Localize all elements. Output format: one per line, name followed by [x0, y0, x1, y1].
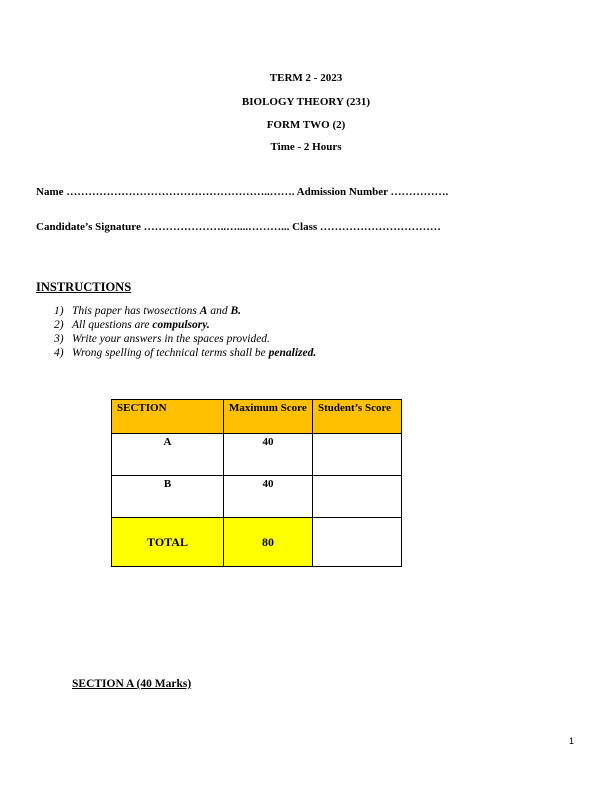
score-table	[111, 399, 402, 567]
table-row	[112, 434, 402, 476]
exam-subject: BIOLOGY THEORY (231)	[241, 96, 371, 108]
instruction-item: 3) Write your answers in the spaces provided.	[54, 333, 270, 345]
student-score-cell[interactable]	[313, 434, 402, 476]
max-score-cell: 40	[224, 434, 313, 476]
section-cell: B	[112, 476, 224, 518]
instructions-title: INSTRUCTIONS	[36, 280, 132, 294]
header-student-score: Student’s Score	[313, 400, 402, 434]
name-admission-line: Name ………………………………………………..……. Admission Number …………….	[36, 186, 449, 198]
section-a-title: SECTION A (40 Marks)	[72, 678, 192, 690]
table-row	[112, 476, 402, 518]
exam-time: Time - 2 Hours	[270, 141, 342, 153]
total-row	[112, 518, 402, 567]
instruction-item: 2) All questions are compulsory.	[54, 319, 210, 331]
header-section: SECTION	[112, 400, 224, 434]
table-header-row	[112, 400, 402, 434]
page-number: 1	[569, 736, 575, 746]
total-student-score[interactable]	[313, 518, 402, 567]
total-label: TOTAL	[112, 518, 224, 567]
total-max-score: 80	[224, 518, 313, 567]
header-max-score: Maximum Score	[224, 400, 313, 434]
section-cell: A	[112, 434, 224, 476]
instructions-list	[54, 304, 316, 360]
student-score-cell[interactable]	[313, 476, 402, 518]
instruction-item: 1) This paper has twosections A and B.	[54, 305, 242, 317]
instruction-item: 4) Wrong spelling of technical terms shall be penalized.	[54, 347, 317, 359]
max-score-cell: 40	[224, 476, 313, 518]
exam-form: FORM TWO (2)	[266, 119, 346, 131]
signature-class-line: Candidate’s Signature …………………..…....………... Class ……………………………	[36, 221, 441, 233]
exam-term: TERM 2 - 2023	[269, 72, 343, 84]
